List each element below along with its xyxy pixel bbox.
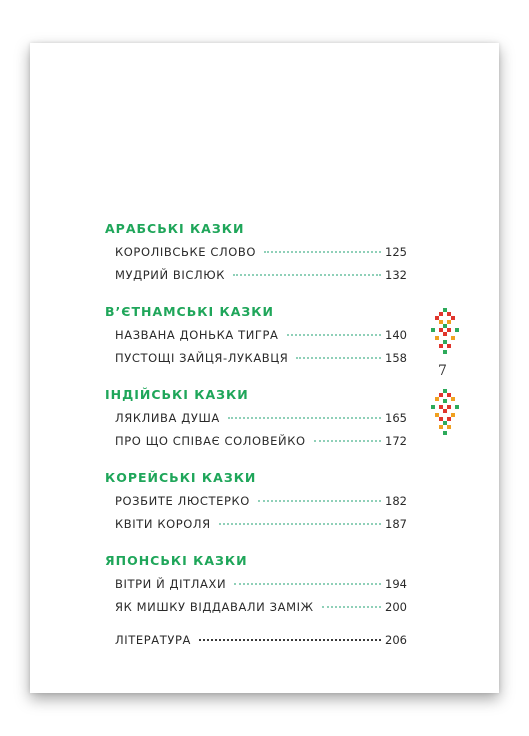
toc-entry[interactable]	[115, 596, 407, 619]
leader-dots	[264, 251, 381, 253]
entry-title: ЯК МИШКУ ВІДДАВАЛИ ЗАМІЖ	[115, 600, 314, 614]
entry-page: 158	[385, 351, 407, 365]
leader-dots	[314, 440, 381, 442]
entry-title: ПРО ЩО СПІВАЄ СОЛОВЕЙКО	[115, 434, 306, 448]
entry-title: НАЗВАНА ДОНЬКА ТИГРА	[115, 328, 279, 342]
entry-page: 187	[385, 517, 407, 531]
toc-entry[interactable]	[115, 264, 407, 287]
toc-entry[interactable]	[115, 407, 407, 430]
leader-dots	[287, 334, 382, 336]
ornament-top-icon	[430, 308, 460, 356]
entry-page: 206	[385, 633, 407, 647]
toc-entry[interactable]	[115, 347, 407, 370]
entry-page: 132	[385, 268, 407, 282]
entry-title: ЛІТЕРАТУРА	[115, 633, 191, 647]
section-title-korean: КОРЕЙСЬКІ КАЗКИ	[105, 470, 257, 485]
leader-dots	[296, 357, 381, 359]
leader-dots	[234, 583, 381, 585]
entry-title: КВІТИ КОРОЛЯ	[115, 517, 211, 531]
toc-entry[interactable]	[115, 513, 407, 536]
entry-title: ПУСТОЩІ ЗАЙЦЯ-ЛУКАВЦЯ	[115, 351, 289, 365]
entry-title: ВІТРИ Й ДІТЛАХИ	[115, 577, 227, 591]
leader-dots	[322, 606, 381, 608]
entry-page: 200	[385, 600, 407, 614]
ornament-bottom-shapes	[431, 389, 459, 435]
section-title-vietnamese: В’ЄТНАМСЬКІ КАЗКИ	[105, 304, 274, 319]
entry-page: 165	[385, 411, 407, 425]
section-title-indian: ІНДІЙСЬКІ КАЗКИ	[105, 387, 249, 402]
entry-title: ЛЯКЛИВА ДУША	[115, 411, 220, 425]
toc-entry[interactable]	[115, 490, 407, 513]
leader-dots	[219, 523, 381, 525]
leader-dots	[228, 417, 381, 419]
entry-title: РОЗБИТЕ ЛЮСТЕРКО	[115, 494, 250, 508]
toc-entry[interactable]	[115, 573, 407, 596]
ornament-top-shapes	[431, 308, 459, 354]
entry-title: МУДРИЙ ВІСЛЮК	[115, 268, 226, 282]
toc-entry[interactable]	[115, 241, 407, 264]
toc-entry[interactable]	[115, 324, 407, 347]
entry-title: КОРОЛІВСЬКЕ СЛОВО	[115, 245, 257, 259]
leader-dots	[199, 639, 381, 641]
leader-dots	[258, 500, 381, 502]
entry-page: 140	[385, 328, 407, 342]
ornament-bottom-icon	[430, 389, 460, 437]
book-page	[30, 43, 499, 693]
section-title-japanese: ЯПОНСЬКІ КАЗКИ	[105, 553, 248, 568]
toc-entry[interactable]	[115, 430, 407, 453]
entry-page: 125	[385, 245, 407, 259]
toc-entry-literature[interactable]	[115, 629, 407, 652]
entry-page: 172	[385, 434, 407, 448]
table-of-contents	[105, 220, 407, 652]
section-title-arabic: АРАБСЬКІ КАЗКИ	[105, 221, 245, 236]
page-number: 7	[438, 363, 447, 379]
leader-dots	[233, 274, 381, 276]
entry-page: 182	[385, 494, 407, 508]
entry-page: 194	[385, 577, 407, 591]
